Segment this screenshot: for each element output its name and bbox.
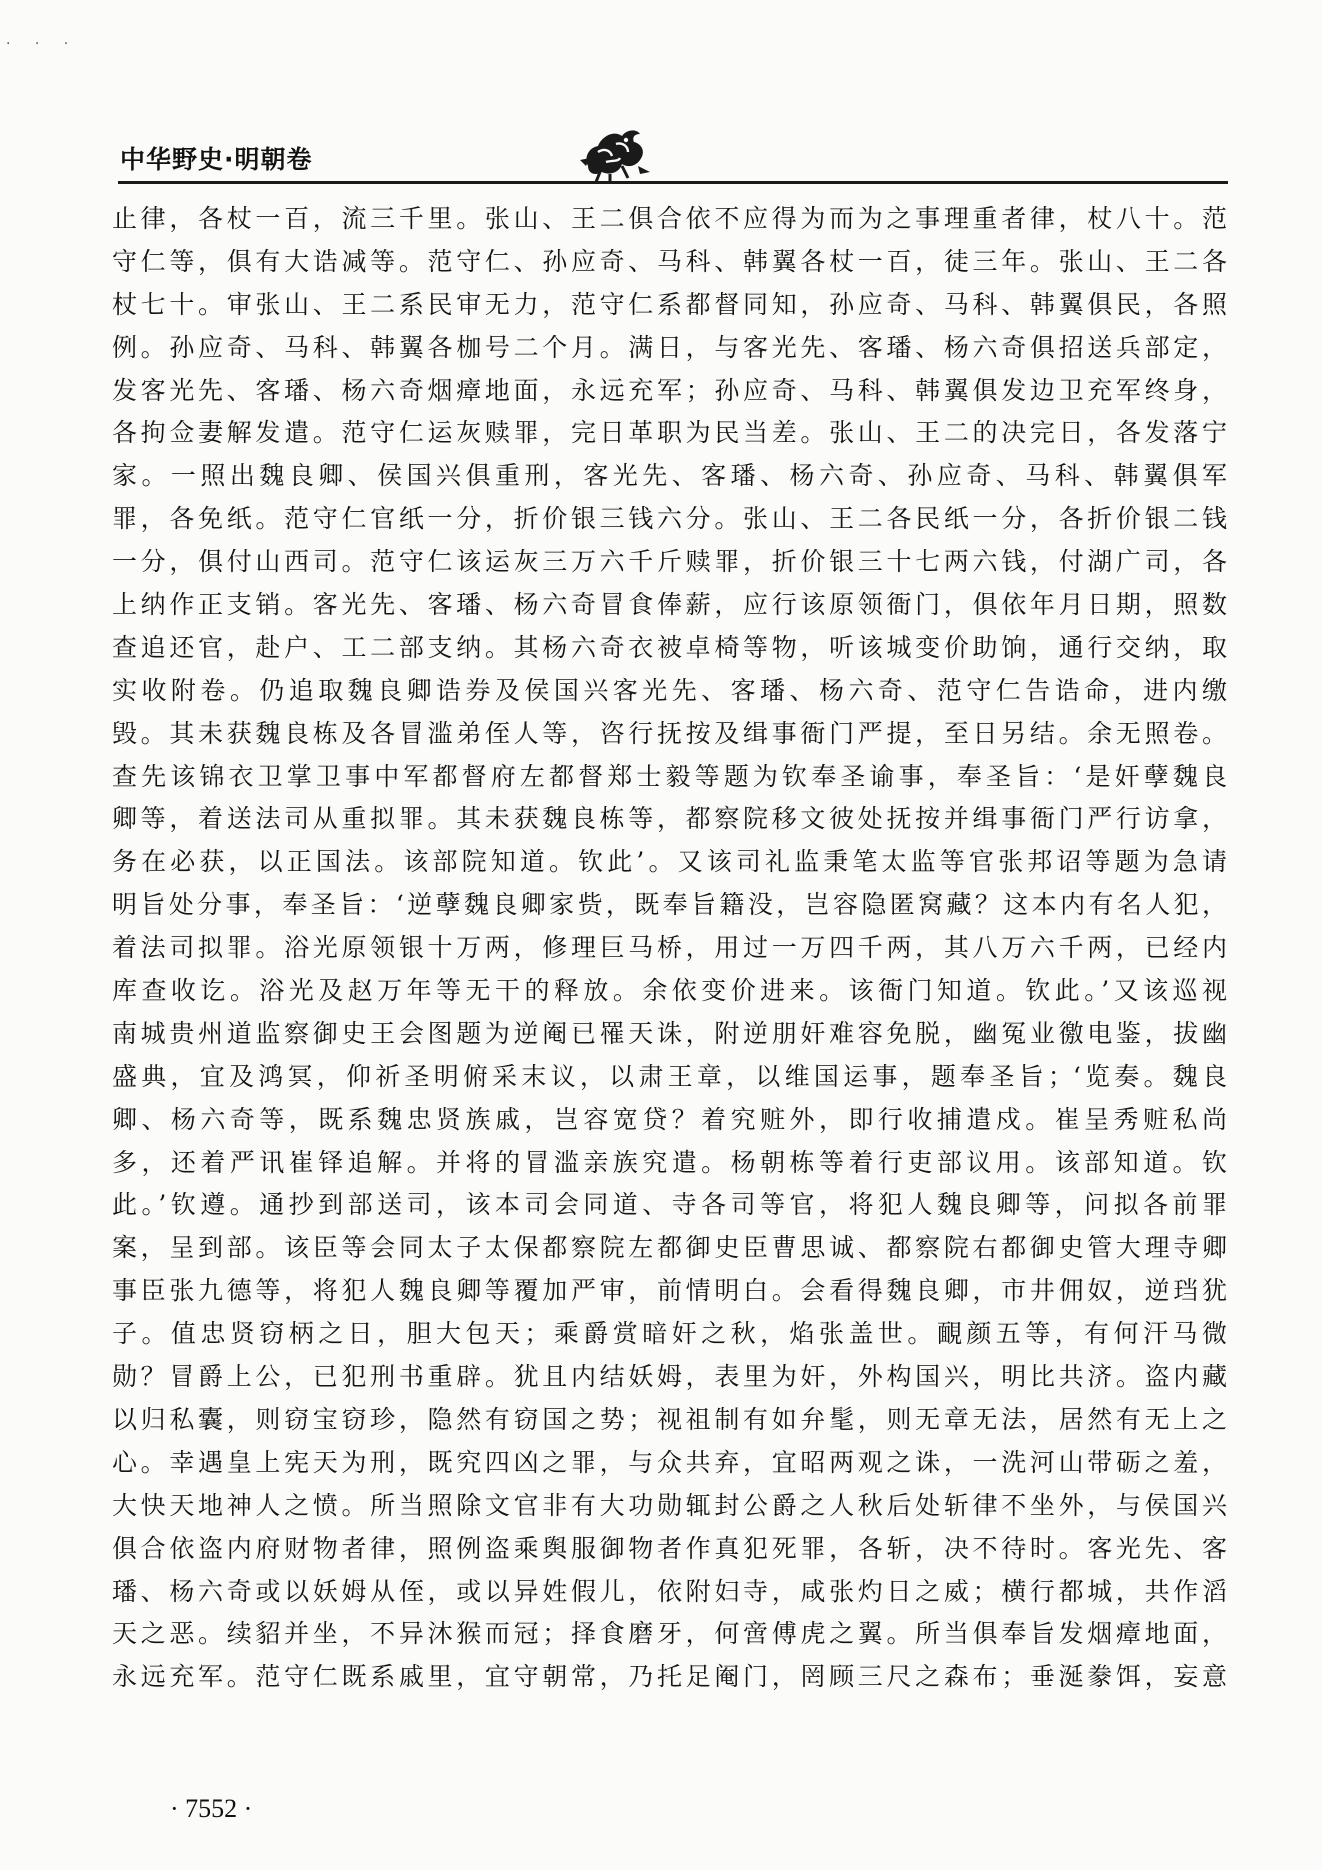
text-line: 以归私囊，则窃宝窃珍，隐然有窃国之势；视祖制有如弁髦，则无章无法，居然有无上之 <box>112 1404 1227 1434</box>
text-line: 盛典，宜及鸿冥，仰祈圣明俯采末议，以肃王章，以维国运事，题奉圣旨；‘览奏。魏良 <box>112 1061 1227 1091</box>
text-line: 杖七十。审张山、王二系民审无力，范守仁系都督同知，孙应奇、马科、韩翼俱民，各照 <box>112 289 1227 319</box>
text-line: 心。幸遇皇上宪天为刑，既究四凶之罪，与众共弃，宜昭两观之诛，一洗河山带砺之羞， <box>112 1447 1227 1477</box>
text-line: 大快天地神人之愤。所当照除文官非有大功勋辄封公爵之人秋后处斩律不坐外，与侯国兴 <box>112 1490 1227 1520</box>
text-line: 查追还官，赴户、工二部支纳。其杨六奇衣被卓椅等物，听该城变价助饷，通行交纳，取 <box>112 632 1227 662</box>
text-line: 案，呈到部。该臣等会同太子太保都察院左都御史臣曹思诚、都察院右都御史管大理寺卿 <box>112 1233 1227 1263</box>
text-line: 着法司拟罪。浴光原领银十万两，修理巨马桥，用过一万四千两，其八万六千两，已经内 <box>112 933 1227 963</box>
header-rule <box>118 181 1228 184</box>
text-line: 天之恶。续貂并坐，不异沐猴而冠；择食磨牙，何啻傅虎之翼。所当俱奉旨发烟瘴地面， <box>112 1619 1227 1649</box>
text-line: 实收附卷。仍追取魏良卿诰券及侯国兴客光先、客璠、杨六奇、范守仁告诰命，进内缴 <box>112 675 1227 705</box>
text-line: 库查收讫。浴光及赵万年等无干的释放。余依变价进来。该衙门知道。钦此。’又该巡视 <box>112 976 1227 1006</box>
dragon-logo-icon <box>576 122 654 184</box>
text-line: 罪，各免纸。范守仁官纸一分，折价银三钱六分。张山、王二各民纸一分，各折价银二钱 <box>112 504 1227 534</box>
text-line: 南城贵州道监察御史王会图题为逆阉已罹天诛，附逆朋奸难容免脱，幽冤业徼电鉴，拔幽 <box>112 1018 1227 1048</box>
text-line: 子。值忠贤窃柄之日，胆大包天；乘爵赏暗奸之秋，焰张盖世。靦颜五等，有何汗马微 <box>112 1319 1227 1349</box>
text-line: 此。’钦遵。通抄到部送司，该本司会同道、寺各司等官，将犯人魏良卿等，问拟各前罪 <box>112 1190 1227 1220</box>
text-line: 止律，各杖一百，流三千里。张山、王二俱合依不应得为而为之事理重者律，杖八十。范 <box>112 204 1227 233</box>
text-line: 家。一照出魏良卿、侯国兴俱重刑，客光先、客璠、杨六奇、孙应奇、马科、韩翼俱军 <box>112 461 1227 491</box>
text-line: 例。孙应奇、马科、韩翼各枷号二个月。满日，与客光先、客璠、杨六奇俱招送兵部定， <box>112 332 1227 362</box>
text-line: 务在必获，以正国法。该部院知道。钦此’。又该司礼监秉笔太监等官张邦诏等题为急请 <box>112 847 1227 877</box>
text-line: 多，还着严讯崔铎追解。并将的冒滥亲族究遣。杨朝栋等着行吏部议用。该部知道。钦 <box>112 1147 1227 1177</box>
text-line: 事臣张九德等，将犯人魏良卿等覆加严审，前情明白。会看得魏良卿，市井佣奴，逆珰犹 <box>112 1276 1227 1306</box>
text-line: 各拘佥妻解发遣。范守仁运灰赎罪，完日革职为民当差。张山、王二的决完日，各发落宁 <box>112 418 1227 448</box>
text-line: 卿等，着送法司从重拟罪。其未获魏良栋等，都察院移文彼处抚按并缉事衙门严行访拿， <box>112 804 1227 834</box>
text-line: 璠、杨六奇或以妖姆从侄，或以异姓假儿，依附妇寺，咸张灼日之威；横行都城，共作滔 <box>112 1576 1227 1606</box>
page-number: · 7552 · <box>170 1794 253 1823</box>
text-line: 永远充军。范守仁既系戚里，宜守朝常，乃托足阉门，罔顾三尺之森布；垂涎豢饵，妄意 <box>112 1662 1227 1692</box>
text-line: 毁。其未获魏良栋及各冒滥弟侄人等，咨行抚按及缉事衙门严提，至日另结。余无照卷。 <box>112 718 1227 748</box>
body-text <box>112 198 1227 1778</box>
text-line: 发客光先、客璠、杨六奇烟瘴地面，永远充军；孙应奇、马科、韩翼俱发边卫充军终身， <box>112 375 1227 405</box>
text-line: 查先该锦衣卫掌卫事中军都督府左都督郑士毅等题为钦奉圣谕事，奉圣旨：‘是奸孽魏良 <box>112 761 1227 791</box>
scan-marks: · · · <box>6 36 79 52</box>
text-line: 俱合依盗内府财物者律，照例盗乘舆服御物者作真犯死罪，各斩，决不待时。客光先、客 <box>112 1533 1227 1563</box>
text-line: 一分，俱付山西司。范守仁该运灰三万六千斤赎罪，折价银三十七两六钱，付湖广司，各 <box>112 547 1227 577</box>
page-header <box>118 132 1228 182</box>
text-line: 守仁等，俱有大诰减等。范守仁、孙应奇、马科、韩翼各杖一百，徒三年。张山、王二各 <box>112 246 1227 276</box>
text-line: 勋？冒爵上公，已犯刑书重辟。犹且内结妖姆，表里为奸，外构国兴，明比共济。盗内藏 <box>112 1362 1227 1392</box>
text-line: 明旨处分事，奉圣旨：‘逆孽魏良卿家赀，既奉旨籍没，岂容隐匿窝藏？这本内有名人犯， <box>112 890 1227 920</box>
text-line: 上纳作正支销。客光先、客璠、杨六奇冒食俸薪，应行该原领衙门，俱依年月日期，照数 <box>112 590 1227 620</box>
series-title: 中华野史·明朝卷 <box>120 145 313 174</box>
text-line: 卿、杨六奇等，既系魏忠贤族戚，岂容宽贷？着究赃外，即行收捕遣戍。崔呈秀赃私尚 <box>112 1104 1227 1134</box>
